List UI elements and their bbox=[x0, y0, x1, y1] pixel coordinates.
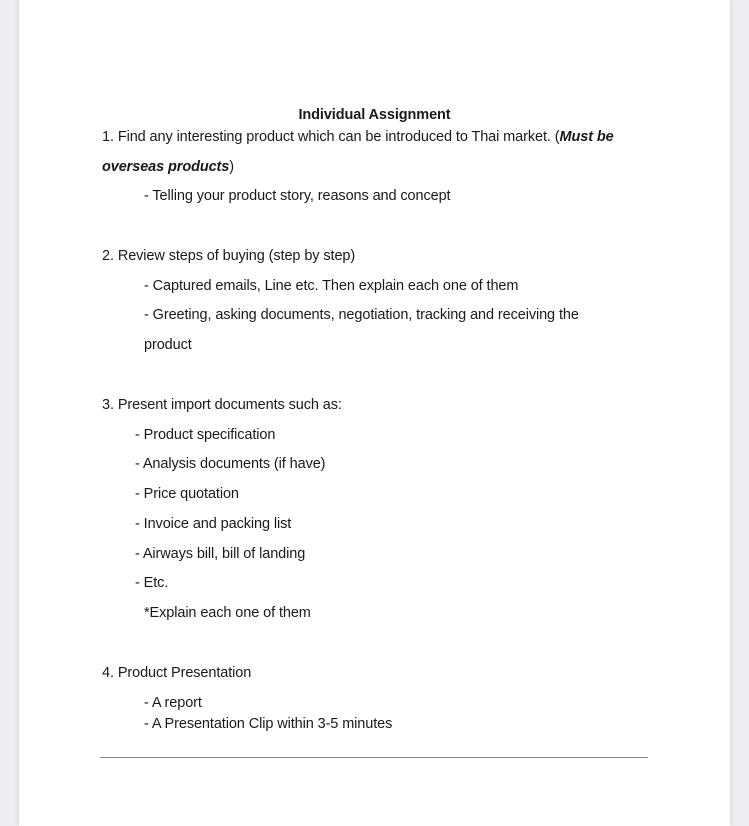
section-4-heading: 4. Product Presentation bbox=[102, 665, 252, 681]
section-3-heading: 3. Present import documents such as: bbox=[102, 397, 342, 413]
section-3-item: - Product specification bbox=[135, 427, 276, 443]
section-4-item: - A Presentation Clip within 3-5 minutes bbox=[144, 716, 393, 732]
section-1-heading-text: 1. Find any interesting product which can be introduced to Thai market. ( bbox=[102, 129, 560, 145]
section-3-item: - Analysis documents (if have) bbox=[135, 456, 326, 472]
section-1-emphasis-continued: overseas products bbox=[102, 159, 230, 175]
section-1-heading bbox=[102, 128, 614, 146]
section-2-item-continued: product bbox=[144, 337, 192, 353]
section-3-item: - Invoice and packing list bbox=[135, 516, 292, 532]
section-3-item: - Etc. bbox=[135, 575, 169, 591]
horizontal-divider bbox=[100, 757, 648, 758]
section-1-item: - Telling your product story, reasons and concept bbox=[144, 188, 451, 204]
section-2-item: - Captured emails, Line etc. Then explain each one of them bbox=[144, 278, 519, 294]
section-3-note: *Explain each one of them bbox=[144, 605, 311, 621]
section-3-item: - Price quotation bbox=[135, 486, 239, 502]
section-1-heading-continued bbox=[102, 158, 234, 176]
section-4-item: - A report bbox=[144, 695, 202, 711]
section-2-heading: 2. Review steps of buying (step by step) bbox=[102, 248, 356, 264]
section-2-item: - Greeting, asking documents, negotiation, tracking and receiving the bbox=[144, 307, 579, 323]
document-title: Individual Assignment bbox=[298, 107, 451, 123]
section-1-heading-close: ) bbox=[229, 159, 234, 175]
section-3-item: - Airways bill, bill of landing bbox=[135, 546, 306, 562]
section-1-emphasis: Must be bbox=[559, 129, 614, 145]
